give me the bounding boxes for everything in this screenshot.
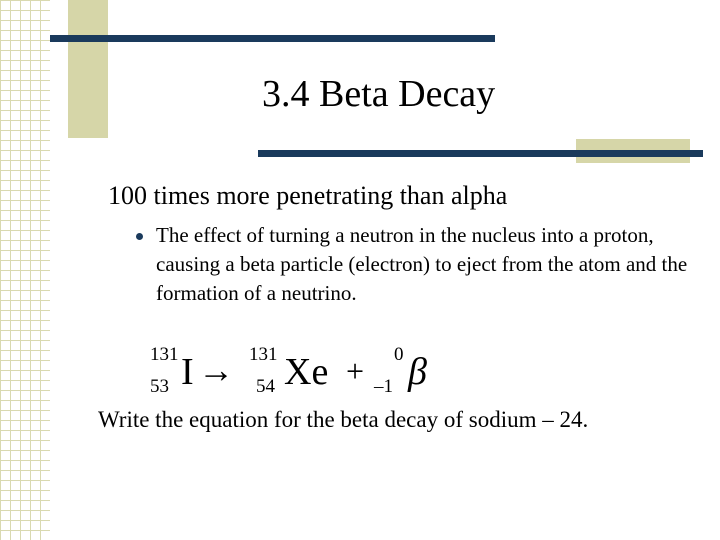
reactant-atomic-number: 53 xyxy=(150,376,169,397)
main-bullet: 100 times more penetrating than alpha xyxy=(108,181,508,210)
product1-mass-number: 131 xyxy=(249,344,278,365)
exercise-prompt: Write the equation for the beta decay of sodium – 24. xyxy=(98,407,589,432)
reaction-arrow: → xyxy=(198,350,234,390)
product2-atomic-number: –1 xyxy=(374,376,393,397)
plus-sign: + xyxy=(346,353,365,389)
product2-mass-number: 0 xyxy=(394,344,404,365)
product1-atomic-number: 54 xyxy=(256,376,275,397)
sub-bullet xyxy=(136,221,711,308)
decorative-grid-strip xyxy=(0,0,50,540)
bullet-dot-icon xyxy=(136,233,143,240)
sub-bullet-text: The effect of turning a neutron in the nucleus into a proton, causing a beta particle (electron) to eject from the atom and the formation of a neutrino. xyxy=(156,223,688,305)
decorative-olive-block xyxy=(68,0,108,138)
product2-symbol: β xyxy=(408,351,427,393)
product1-symbol: Xe xyxy=(284,351,329,393)
title-bottom-bar xyxy=(258,150,703,157)
reactant-mass-number: 131 xyxy=(150,344,179,365)
reactant-symbol: I xyxy=(181,351,194,393)
title-top-bar xyxy=(50,35,495,42)
slide-title: 3.4 Beta Decay xyxy=(262,73,496,115)
beta-decay-equation xyxy=(148,340,448,400)
